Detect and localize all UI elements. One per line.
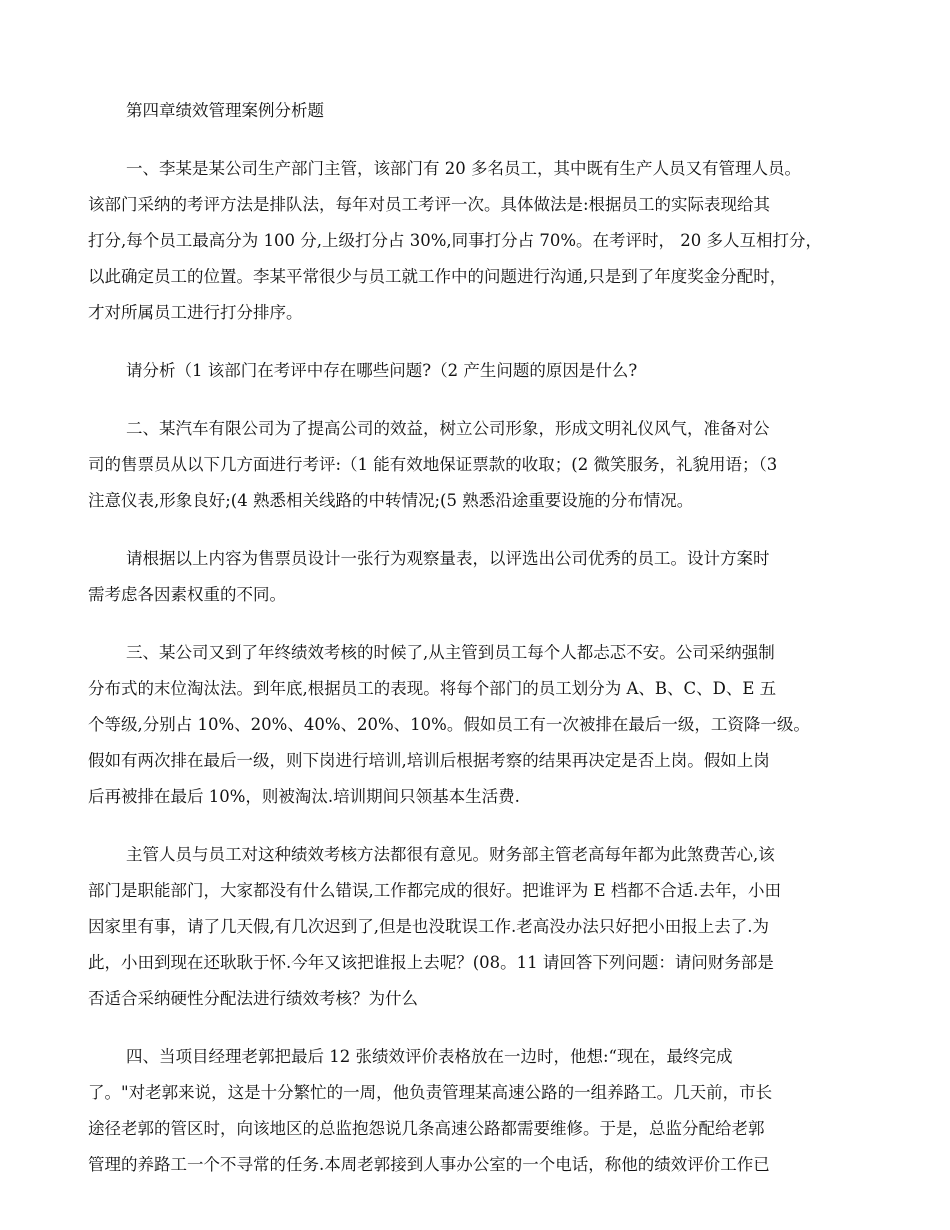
text-line: 该部门采纳的考评方法是排队法，每年对员工考评一次。具体做法是:根据员工的实际表现给其 [88,195,771,214]
text-line: 管理的养路工一个不寻常的任务.本周老郭接到人事办公室的一个电话，称他的绩效评价工作已 [88,1155,770,1174]
text-line: 假如有两次排在最后一级，则下岗进行培训,培训后根据考察的结果再决定是否上岗。假如上岗 [88,751,770,770]
text-line: 需考虑各因素权重的不同。 [88,585,286,604]
paragraph-case-1-question [88,353,890,389]
text-line: 主管人员与员工对这种绩效考核方法都很有意见。财务部主管老高每年都为此煞费苦心,该 [126,845,775,864]
text-line: 二、某汽车有限公司为了提高公司的效益，树立公司形象，形成文明礼仪风气，准备对公 [126,419,770,438]
paragraph-case-3 [88,635,890,815]
text-line: 否适合采纳硬性分配法进行绩效考核？为什么 [88,989,418,1008]
text-line: 了。"对老郭来说，这是十分繁忙的一周，他负责管理某高速公路的一组养路工。几天前，市长 [88,1083,773,1102]
paragraph-case-2-question [88,541,890,613]
text-line: 一、李某是某公司生产部门主管，该部门有 20 多名员工，其中既有生产人员又有管理人员。 [126,159,801,178]
text-line: 请根据以上内容为售票员设计一张行为观察量表，以评选出公司优秀的员工。设计方案时 [126,549,770,568]
text-line: 注意仪表,形象良好;(4 熟悉相关线路的中转情况;(5 熟悉沿途重要设施的分布情况。 [88,491,694,510]
paragraph-case-1 [88,151,890,331]
text-line: 三、某公司又到了年终绩效考核的时候了,从主管到员工每个人都忐忑不安。公司采纳强制 [126,643,775,662]
text-line: 分布式的末位淘汰法。到年底,根据员工的表现。将每个部门的员工划分为 A、B、C、D、E 五 [88,679,777,698]
text-line: 请分析（1 该部门在考评中存在哪些问题?（2 产生问题的原因是什么? [126,361,638,380]
text-line: 因家里有事，请了几天假,有几次迟到了,但是也没耽误工作.老高没办法只好把小田报上去了.为 [88,917,769,936]
text-line: 才对所属员工进行打分排序。 [88,303,303,322]
text-line: 司的售票员从以下几方面进行考评:（1 能有效地保证票款的收取；(2 微笑服务，礼貌用语；（3 [88,455,778,474]
text-line: 个等级,分别占 10%、20%、40%、20%、10%。假如员工有一次被排在最后一级，工资降一级。 [88,715,810,734]
text-line: 打分,每个员工最高分为 100 分,上级打分占 30%,同事打分占 70%。在考评时， 20 多人互相打分， [88,231,823,250]
text-line: 后再被排在最后 10%，则被淘汰.培训期间只领基本生活费. [88,787,520,806]
page-title: 第四章绩效管理案例分析题 [126,101,324,120]
paragraph-case-3-question [88,837,890,1017]
text-line: 此，小田到现在还耿耿于怀.今年又该把谁报上去呢？(08。11 请回答下列问题：请问财务部是 [88,953,774,972]
text-line: 以此确定员工的位置。李某平常很少与员工就工作中的问题进行沟通,只是到了年度奖金分配时， [88,267,787,286]
paragraph-case-2 [88,411,890,519]
paragraph-case-4 [88,1039,890,1183]
text-line: 途径老郭的管区时，向该地区的总监抱怨说几条高速公路都需要维修。于是，总监分配给老郭 [88,1119,765,1138]
text-line: 四、当项目经理老郭把最后 12 张绩效评价表格放在一边时，他想:“现在，最终完成 [126,1047,733,1066]
text-line: 部门是职能部门，大家都没有什么错误,工作都完成的很好。把谁评为 E 档都不合适.去年，小田 [88,881,782,900]
